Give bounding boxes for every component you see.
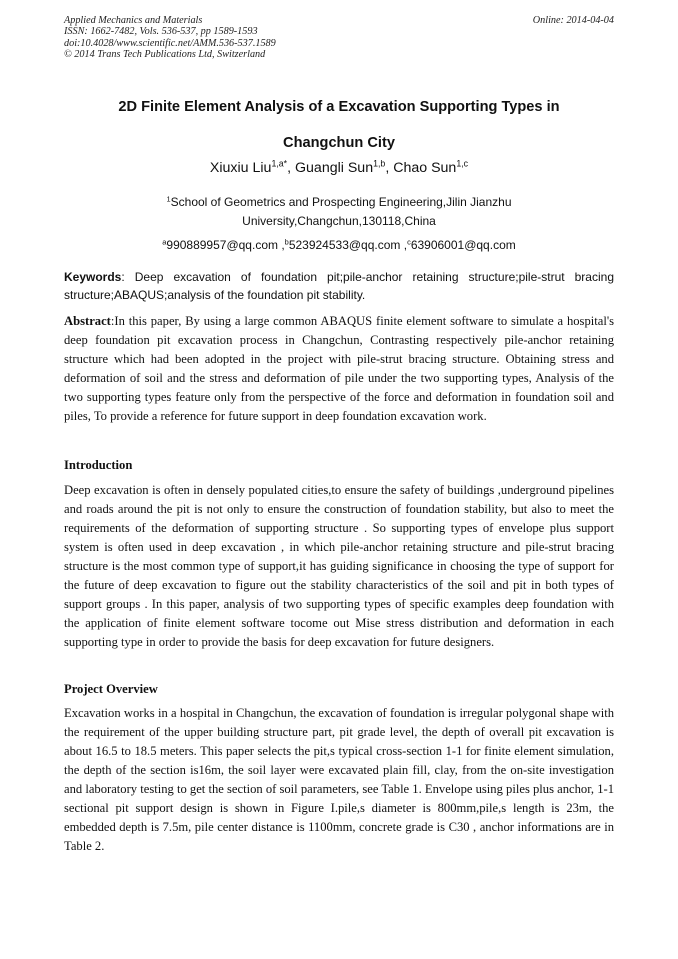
abstract-text: :In this paper, By using a large common ABAQUS finite element software to simulate a hospital's deep foundation pit excavation process in Changchun, Contrasting respectively pile-anchor retaining structure which had been adopted in the project with pile-strut bracing structure. Obtaining stress and deformation of soil and the stress and deformation of pile under the two supporting types, Analysis of the two supporting types feature only from the perspective of the force and deformation in foundation soil and piles, To provide a reference for future support in deep foundation excavation work.	[64, 314, 614, 423]
email-superscript: a	[162, 237, 167, 247]
email-address: 523924533@qq.com	[288, 238, 401, 252]
paper-title	[40, 89, 638, 161]
author-superscript: 1,a*	[271, 158, 288, 169]
keywords-label: Keywords	[64, 270, 122, 284]
affiliation-line-2: University,Changchun,130118,China	[242, 214, 436, 228]
email-separator: ,	[278, 238, 285, 252]
email-list	[60, 236, 618, 254]
journal-name: Applied Mechanics and Materials	[64, 15, 203, 26]
issn-line: ISSN: 1662-7482, Vols. 536-537, pp 1589-1593	[64, 26, 258, 38]
affiliation-superscript: 1	[166, 194, 171, 204]
abstract-label: Abstract	[64, 314, 111, 328]
author-list	[40, 158, 638, 178]
email-address: 63906001@qq.com	[410, 238, 516, 252]
journal-header	[64, 15, 276, 61]
project-overview-paragraph: Excavation works in a hospital in Changchun, the excavation of foundation is irregular polygonal shape with the requirement of the upper building structure part, pit grade level, the depth of overall pit excavation is about 16.5 to 18.5 meters. This paper selects the pit,s typical cross-section 1-1 for finite element simulation, the depth of the section is16m, the soil layer were excavated plain fill, clay, from the on-site investigation and laboratory testing to get the section of soil parameters, see Table 1. Envelope using piles plus anchor, 1-1 sectional pit support design is shown in Figure I.pile,s diameter is 800mm,pile,s length is 23m, the embedded depth is 7.5m, pile center distance is 1100mm, concrete grade is C30 , anchor informations are in Table 2.	[64, 706, 614, 853]
email-superscript: b	[284, 237, 289, 247]
affiliation	[150, 193, 528, 231]
doi-line: doi:10.4028/www.scientific.net/AMM.536-537.1589	[64, 37, 276, 49]
title-line-1: 2D Finite Element Analysis of a Excavation Supporting Types in	[118, 99, 560, 115]
introduction-heading: Introduction	[64, 458, 133, 472]
author-superscript: 1,b	[373, 158, 386, 169]
author-name: Xiuxiu Liu	[209, 160, 272, 176]
project-overview-heading: Project Overview	[64, 682, 158, 696]
author-name: Guangli Sun	[295, 160, 374, 176]
abstract-paragraph	[64, 312, 614, 426]
author-separator: ,	[385, 160, 394, 176]
keywords-paragraph	[64, 268, 614, 304]
email-superscript: c	[407, 237, 411, 247]
online-date: Online: 2014-04-04	[532, 15, 614, 26]
title-line-2: Changchun City	[283, 135, 395, 151]
introduction-paragraph: Deep excavation is often in densely populated cities,to ensure the safety of buildings ,underground pipelines and roads around the pit is not only to ensure the construction of foundation stability, but also to meet the requirements of the deformation of supporting structure . So supporting types of envelope plus support system is often used in deep excavation , in which pile-anchor retaining structure and pile-strut bracing structure is the most common type of support,it has guiding significance in choosing the type of support for the future of deep excavation to figure out the stability characteristics of the soil and pit in both types of support groups . In this paper, analysis of two supporting types of specific examples deep foundation with the application of finite element software tocome out Mise stress distribution and deformation in each supporting type in order to provide the basis for deep excavation for future designers.	[64, 483, 614, 649]
author-separator: ,	[287, 160, 295, 176]
email-separator: ,	[400, 238, 408, 252]
affiliation-line-1: School of Geometrics and Prospecting Engineering,Jilin Jianzhu	[170, 195, 512, 209]
author-name: Chao Sun	[393, 160, 457, 176]
keywords-text: : Deep excavation of foundation pit;pile-anchor retaining structure;pile-strut bracing structure;ABAQUS;analysis of the foundation pit stability.	[64, 270, 614, 302]
email-address: 990889957@qq.com	[166, 238, 278, 252]
author-superscript: 1,c	[456, 158, 469, 169]
copyright-line: © 2014 Trans Tech Publications Ltd, Switzerland	[64, 49, 266, 61]
